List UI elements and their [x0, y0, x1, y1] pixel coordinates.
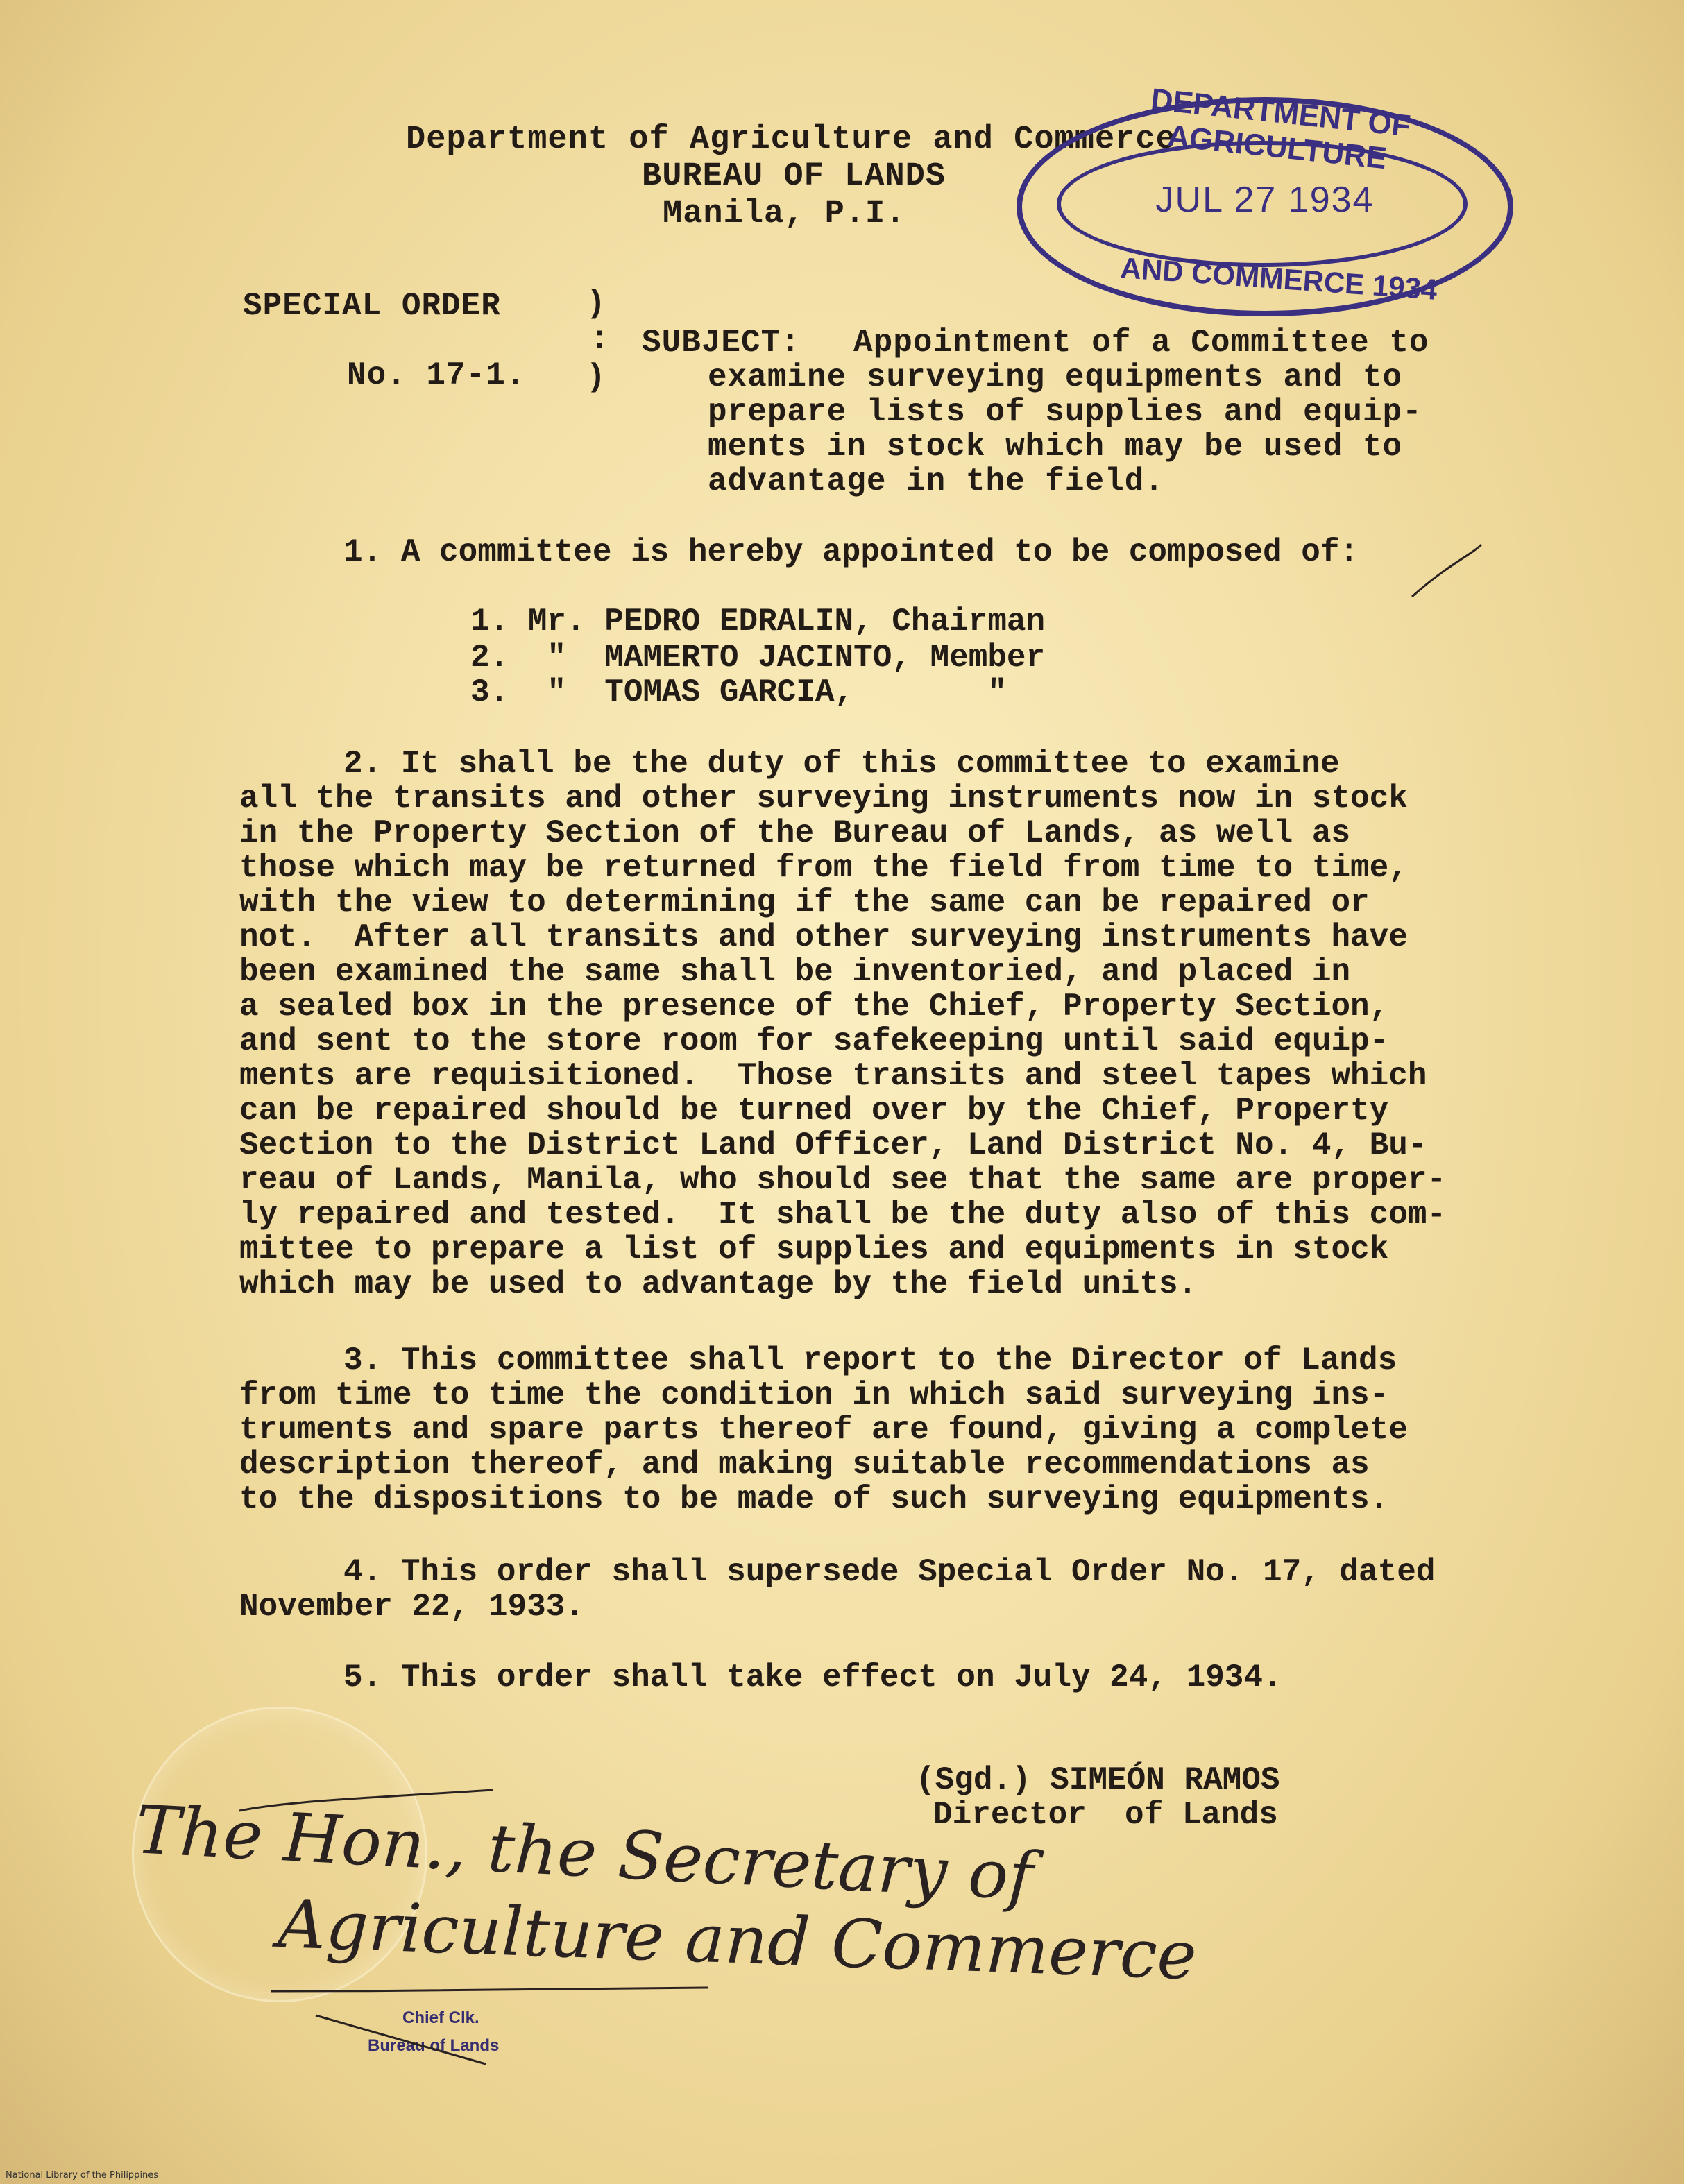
routing-stamp-line-1: Chief Clk.: [402, 2008, 479, 2027]
subject-line: advantage in the field.: [708, 463, 1164, 500]
paragraph-2-line: Section to the District Land Officer, Land District No. 4, Bu-: [239, 1127, 1427, 1163]
paragraph-2-line: ly repaired and tested. It shall be the duty also of this com-: [239, 1197, 1447, 1233]
header-city: Manila, P.I.: [663, 196, 906, 232]
received-stamp: [1017, 82, 1513, 316]
header-department: Department of Agriculture and Commerce: [406, 121, 1176, 158]
stamp-bottom-text: AND COMMERCE 1934: [1119, 251, 1438, 306]
paragraph-2-line: with the view to determining if the same can be repaired or: [239, 885, 1370, 921]
paragraph-3-line: truments and spare parts thereof are found, giving a complete: [239, 1412, 1408, 1448]
paragraph-2-line: and sent to the store room for safekeeping until said equip-: [239, 1023, 1389, 1059]
paragraph-2-line: been examined the same shall be inventoried, and placed in: [239, 954, 1351, 990]
paragraph-2-line: a sealed box in the presence of the Chief, Property Section,: [239, 989, 1389, 1025]
signature-title: Director of Lands: [933, 1797, 1278, 1833]
subject-line: prepare lists of supplies and equip-: [708, 394, 1422, 430]
order-number: No. 17-1.: [347, 357, 526, 393]
paragraph-4-line: November 22, 1933.: [239, 1589, 584, 1625]
paragraph-2-line: those which may be returned from the field from time to time,: [239, 850, 1408, 886]
member-line: 1. Mr. PEDRO EDRALIN, Chairman: [470, 604, 1046, 640]
member-line: 3. " TOMAS GARCIA, ": [470, 674, 1007, 710]
subject-label: SUBJECT:: [642, 325, 801, 361]
subject-line: Appointment of a Committee to: [853, 325, 1429, 361]
paragraph-4-line: 4. This order shall supersede Special Order No. 17, dated: [343, 1554, 1436, 1590]
order-label: SPECIAL ORDER: [243, 288, 501, 324]
order-bracket-bottom: ): [586, 359, 606, 395]
order-bracket-top: ): [586, 286, 606, 322]
archive-footer: National Library of the Philippines: [6, 2170, 159, 2181]
handwritten-address-line-1: The Hon., the Secretary of: [133, 1791, 1035, 1916]
paragraph-3-line: from time to time the condition in which said surveying ins-: [239, 1377, 1389, 1413]
paragraph-5: 5. This order shall take effect on July 24, 1934.: [343, 1660, 1282, 1696]
paragraph-2-line: mittee to prepare a list of supplies and equipments in stock: [239, 1231, 1389, 1268]
paragraph-2-line: which may be used to advantage by the field units.: [239, 1266, 1198, 1302]
subject-line: examine surveying equipments and to: [708, 359, 1403, 395]
paragraph-2-line: all the transits and other surveying instruments now in stock: [239, 780, 1408, 817]
paragraph-2-line: not. After all transits and other surveying instruments have: [239, 919, 1408, 955]
paragraph-3-line: description thereof, and making suitable recommendations as: [239, 1447, 1370, 1483]
order-bracket-mid: :: [590, 321, 610, 357]
paragraph-3-line: to the dispositions to be made of such surveying equipments.: [239, 1481, 1389, 1517]
member-line: 2. " MAMERTO JACINTO, Member: [470, 640, 1046, 676]
stamp-top-text: DEPARTMENT OF AGRICULTURE: [1149, 82, 1413, 176]
stamp-date: JUL 27 1934: [1155, 180, 1375, 220]
handwritten-address-line-2: Agriculture and Commerce: [276, 1884, 1198, 1995]
signature-name: (Sgd.) SIMEÓN RAMOS: [916, 1762, 1280, 1798]
paragraph-2-line: reau of Lands, Manila, who should see that the same are proper-: [239, 1162, 1447, 1198]
paragraph-2-line: 2. It shall be the duty of this committee to examine: [343, 746, 1340, 782]
paragraph-2-line: ments are requisitioned. Those transits and steel tapes which: [239, 1058, 1427, 1094]
paragraph-2-line: in the Property Section of the Bureau of Lands, as well as: [239, 815, 1351, 851]
subject-line: ments in stock which may be used to: [708, 429, 1403, 465]
header-bureau: BUREAU OF LANDS: [642, 158, 946, 195]
routing-stamp-line-2: Bureau of Lands: [368, 2036, 500, 2055]
paragraph-1: 1. A committee is hereby appointed to be composed of:: [343, 534, 1359, 570]
paragraph-2-line: can be repaired should be turned over by the Chief, Property: [239, 1093, 1389, 1129]
paragraph-3-line: 3. This committee shall report to the Director of Lands: [343, 1342, 1397, 1379]
